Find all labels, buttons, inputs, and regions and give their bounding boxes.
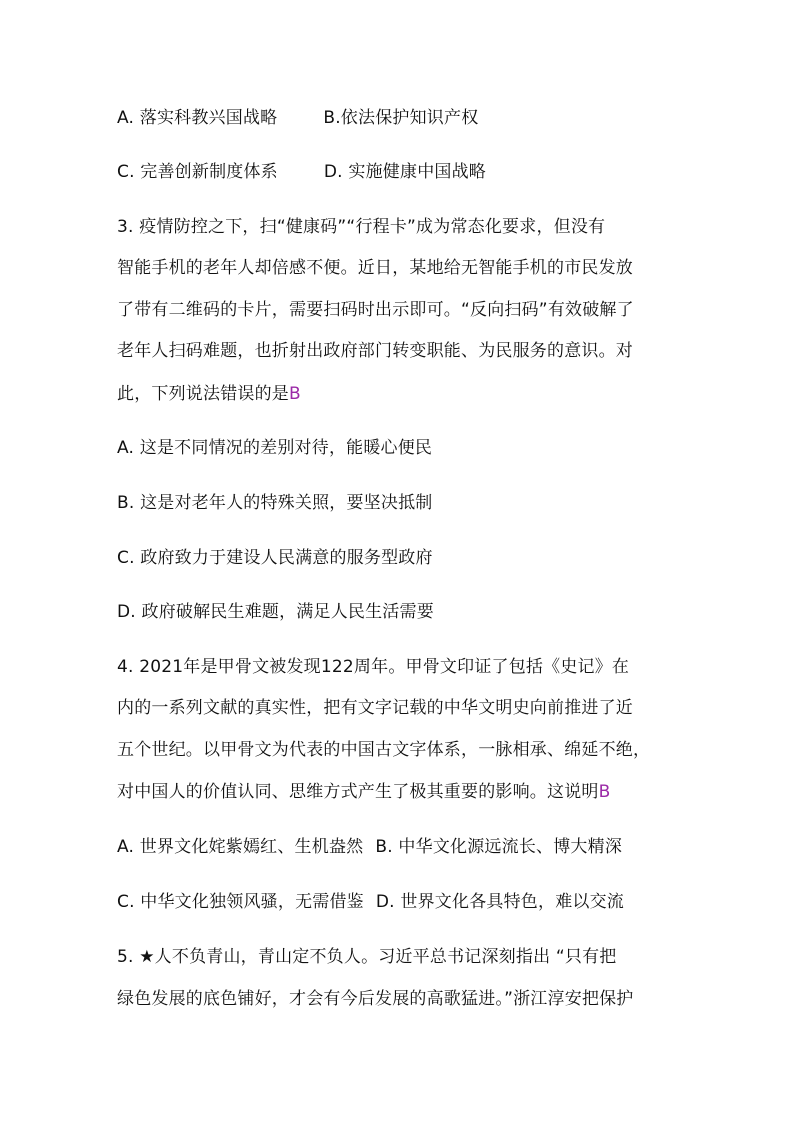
q2-option-c: C. 完善创新制度体系 — [117, 162, 278, 182]
q3-option-b: B. 这是对老年人的特殊关照，要坚决抵制 — [117, 493, 433, 513]
q3-stem-line-4: 老年人扫码难题，也折射出政府部门转变职能、为民服务的意识。对 — [117, 341, 633, 361]
q4-answer: B — [598, 782, 611, 802]
q3-option-d: D. 政府破解民生难题，满足人民生活需要 — [117, 602, 434, 622]
q4-option-row-1 — [117, 837, 622, 857]
q4-option-b: B. 中华文化源远流长、博大精深 — [375, 837, 623, 857]
q2-option-row-2 — [117, 162, 486, 182]
q2-option-d: D. 实施健康中国战略 — [323, 162, 486, 182]
q4-stem-line-4 — [117, 782, 610, 802]
q3-answer: B — [289, 384, 301, 404]
q5-stem-line-2: 绿色发展的底色铺好，才会有今后发展的高歌猛进。”浙江淳安把保护 — [117, 989, 634, 1009]
q3-option-a: A. 这是不同情况的差别对待，能暖心便民 — [117, 438, 433, 458]
q3-option-c: C. 政府致力于建设人民满意的服务型政府 — [117, 548, 433, 568]
q3-stem-line-1: 3. 疫情防控之下，扫“健康码”“行程卡”成为常态化要求，但没有 — [117, 217, 606, 237]
q3-stem-line-3: 了带有二维码的卡片，需要扫码时出示即可。“反向扫码”有效破解了 — [117, 300, 634, 320]
q4-stem-line-1: 4. 2021年是甲骨文被发现122周年。甲骨文印证了包括《史记》在 — [117, 657, 630, 677]
q3-stem-line-2: 智能手机的老年人却倍感不便。近日，某地给无智能手机的市民发放 — [117, 258, 633, 278]
q4-option-d: D. 世界文化各具特色，难以交流 — [375, 892, 624, 912]
q5-stem-line-1: 5. ★人不负青山，青山定不负人。习近平总书记深刻指出 “只有把 — [117, 947, 617, 967]
q4-option-a: A. 世界文化姹紫嫣红、生机盎然 — [117, 837, 364, 857]
q4-stem-line-3: 五个世纪。以甲骨文为代表的中国古文字体系，一脉相承、绵延不绝， — [117, 740, 651, 760]
q4-stem-line-2: 内的一系列文献的真实性，把有文字记载的中华文明史向前推进了近 — [117, 698, 633, 718]
q3-stem-text: 此，下列说法错误的是 — [117, 384, 289, 404]
q2-option-a: A. 落实科教兴国战略 — [117, 108, 278, 128]
q2-option-b: B.依法保护知识产权 — [323, 108, 479, 128]
q3-stem-line-5 — [117, 384, 301, 404]
q4-stem-text: 对中国人的价值认同、思维方式产生了极其重要的影响。这说明 — [117, 782, 599, 802]
q4-option-row-2 — [117, 892, 624, 912]
q4-option-c: C. 中华文化独领风骚，无需借鉴 — [117, 892, 364, 912]
q2-option-row-1 — [117, 108, 478, 128]
